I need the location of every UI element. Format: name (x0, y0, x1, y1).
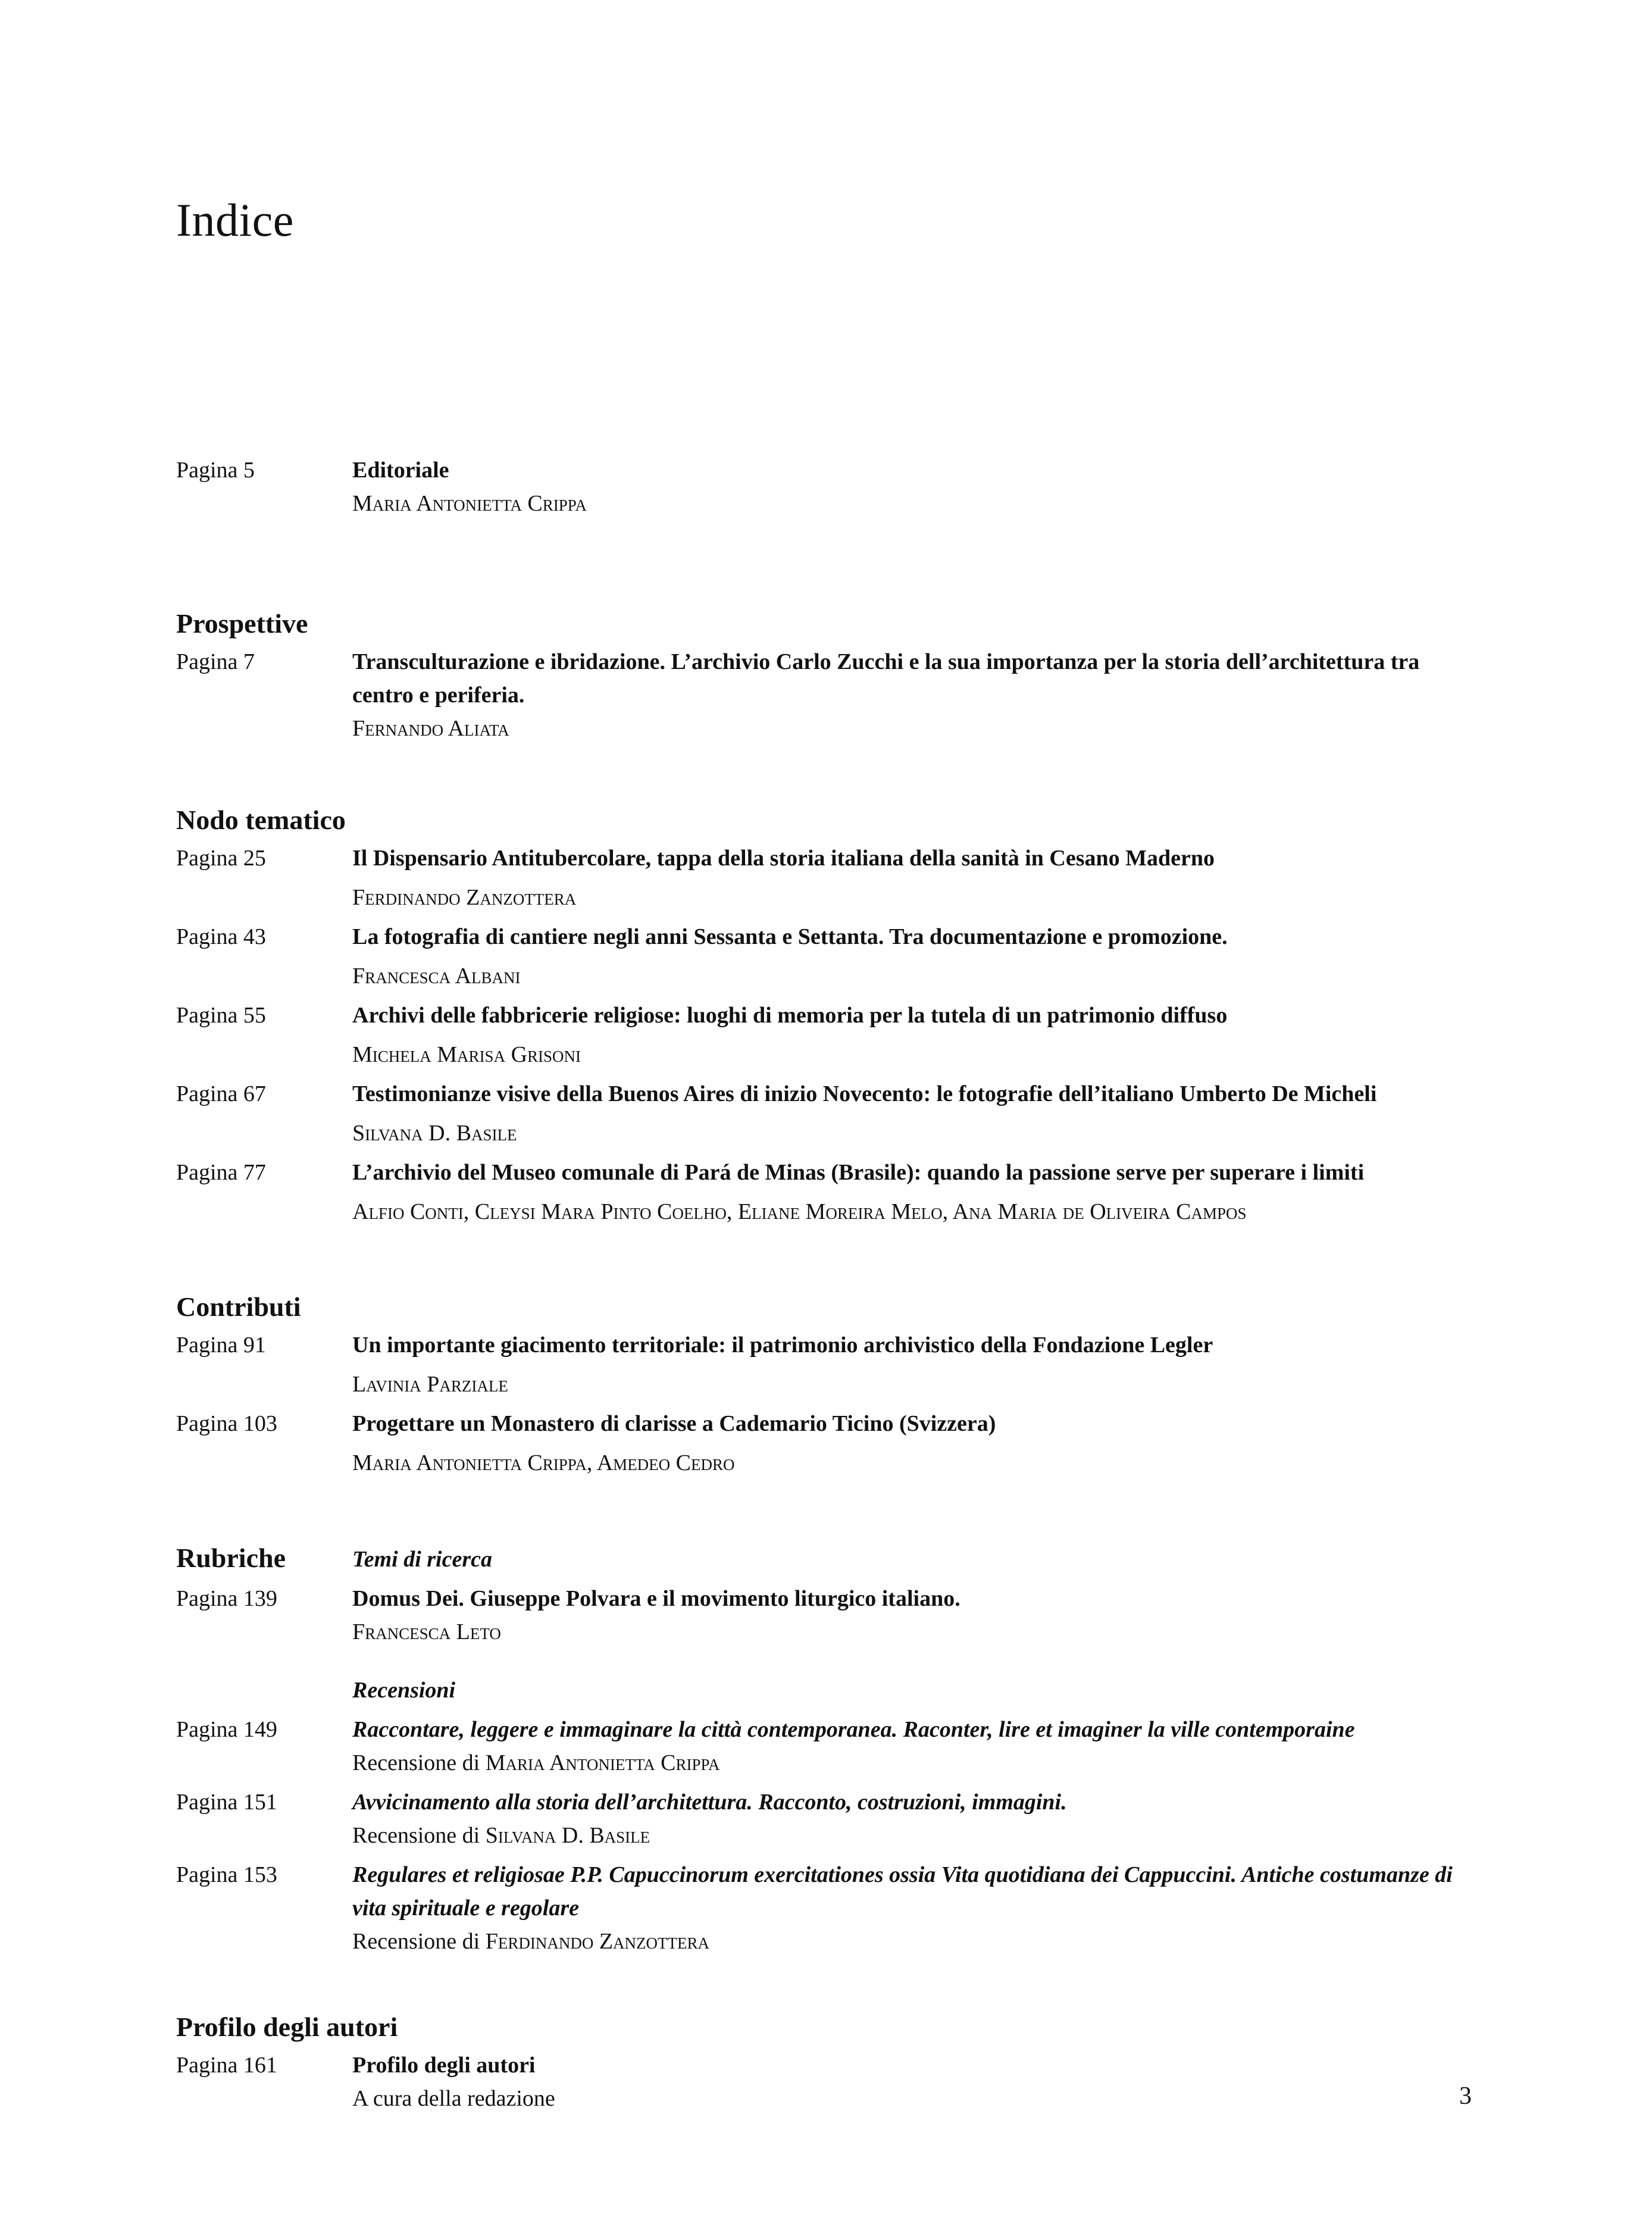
entry-note: A cura della redazione (352, 2086, 555, 2111)
entry-title[interactable]: Un importante giacimento territoriale: il patrimonio archivistico della Fondazione Legler (352, 1333, 1213, 1358)
toc-entry[interactable] (352, 1156, 1483, 1228)
toc-page-ref: Pagina 91 (176, 1333, 266, 1358)
reviewer-name: Silvana D. Basile (485, 1823, 650, 1848)
entry-author: Fernando Aliata (352, 716, 509, 741)
toc-page-ref: Pagina 161 (176, 2053, 277, 2078)
entry-title[interactable]: Avvicinamento alla storia dell’architettura. Racconto, costruzioni, immagini. (352, 1790, 1067, 1815)
reviewer-name: Maria Antonietta Crippa (485, 1750, 720, 1775)
page-title: Indice (176, 194, 294, 246)
toc-page-ref: Pagina 5 (176, 458, 255, 483)
toc-entry[interactable] (352, 1077, 1483, 1150)
section-heading-rubriche: Rubriche (176, 1543, 286, 1573)
entry-reviewer (352, 1925, 1483, 1958)
toc-entry[interactable] (352, 999, 1483, 1071)
toc-page-ref: Pagina 149 (176, 1717, 277, 1742)
toc-page-ref: Pagina 43 (176, 924, 266, 949)
review-prefix: Recensione di (352, 1929, 480, 1954)
toc-entry[interactable] (352, 1785, 1483, 1852)
toc-entry[interactable] (352, 1407, 1483, 1480)
entry-reviewer (352, 1746, 1483, 1780)
entry-title[interactable]: Testimonianze visive della Buenos Aires di inizio Novecento: le fotografie dell’italiano Umberto De Micheli (352, 1081, 1377, 1106)
toc-page-ref: Pagina 153 (176, 1862, 277, 1887)
entry-title[interactable]: Progettare un Monastero di clarisse a Cademario Ticino (Svizzera) (352, 1411, 996, 1436)
toc-page-ref: Pagina 151 (176, 1790, 277, 1815)
toc-entry[interactable] (352, 920, 1483, 993)
section-heading-profilo: Profilo degli autori (176, 2012, 398, 2042)
toc-page-ref: Pagina 139 (176, 1586, 277, 1611)
entry-author: Francesca Leto (352, 1619, 501, 1644)
toc-page-ref: Pagina 55 (176, 1003, 266, 1028)
entry-title[interactable]: Raccontare, leggere e immaginare la città contemporanea. Raconter, lire et imaginer la ville contemporaine (352, 1717, 1355, 1742)
entry-author: Silvana D. Basile (352, 1121, 517, 1146)
section-heading-nodo-tematico: Nodo tematico (176, 805, 346, 835)
entry-title[interactable]: Regulares et religiosae P.P. Capuccinorum exercitationes ossia Vita quotidiana dei Cappuccini. Antiche costumanze di vita spirituale e regolare (352, 1862, 1453, 1921)
entry-author: Maria Antonietta Crippa, Amedeo Cedro (352, 1450, 735, 1475)
review-prefix: Recensione di (352, 1823, 480, 1848)
entry-author: Maria Antonietta Crippa (352, 491, 587, 516)
entry-title[interactable]: Editoriale (352, 458, 449, 483)
entry-title[interactable]: Transculturazione e ibridazione. L’archivio Carlo Zucchi e la sua importanza per la storia dell’architettura tra centro e periferia. (352, 649, 1420, 708)
entry-title[interactable]: L’archivio del Museo comunale di Pará de Minas (Brasile): quando la passione serve per superare i limiti (352, 1160, 1365, 1185)
entry-author: Ferdinando Zanzottera (352, 885, 577, 910)
toc-entry[interactable] (352, 1582, 1483, 1649)
entry-author: Francesca Albani (352, 964, 521, 989)
entry-title[interactable]: Archivi delle fabbricerie religiose: luoghi di memoria per la tutela di un patrimonio diffuso (352, 1003, 1228, 1028)
subsection-temi-di-ricerca: Temi di ricerca (352, 1547, 492, 1572)
subsection-recensioni: Recensioni (352, 1678, 456, 1703)
entry-title[interactable]: La fotografia di cantiere negli anni Sessanta e Settanta. Tra documentazione e promozione. (352, 924, 1228, 949)
page-number: 3 (1459, 2082, 1472, 2110)
entry-title[interactable]: Il Dispensario Antitubercolare, tappa della storia italiana della sanità in Cesano Maderno (352, 846, 1215, 871)
toc-page-ref: Pagina 25 (176, 846, 266, 871)
toc-page-ref: Pagina 103 (176, 1411, 277, 1436)
toc-entry[interactable] (352, 1328, 1483, 1401)
toc-entry[interactable] (352, 1713, 1483, 1780)
entry-title[interactable]: Profilo degli autori (352, 2053, 536, 2078)
toc-entry[interactable] (352, 842, 1483, 914)
entry-title[interactable]: Domus Dei. Giuseppe Polvara e il movimento liturgico italiano. (352, 1586, 960, 1611)
section-heading-prospettive: Prospettive (176, 608, 308, 639)
entry-author: Alfio Conti, Cleysi Mara Pinto Coelho, Eliane Moreira Melo, Ana Maria de Oliveira Campos (352, 1199, 1247, 1224)
toc-entry[interactable] (352, 1858, 1483, 1958)
entry-reviewer (352, 1819, 1483, 1852)
review-prefix: Recensione di (352, 1750, 480, 1775)
reviewer-name: Ferdinando Zanzottera (485, 1929, 710, 1954)
toc-page-ref: Pagina 67 (176, 1081, 266, 1106)
toc-page-ref: Pagina 77 (176, 1160, 266, 1185)
entry-author: Michela Marisa Grisoni (352, 1042, 581, 1067)
toc-entry[interactable] (352, 2049, 1483, 2115)
toc-entry[interactable] (352, 645, 1483, 745)
toc-page-ref: Pagina 7 (176, 649, 255, 674)
section-heading-contributi: Contributi (176, 1292, 301, 1322)
entry-author: Lavinia Parziale (352, 1372, 508, 1397)
toc-entry[interactable] (352, 454, 1483, 520)
